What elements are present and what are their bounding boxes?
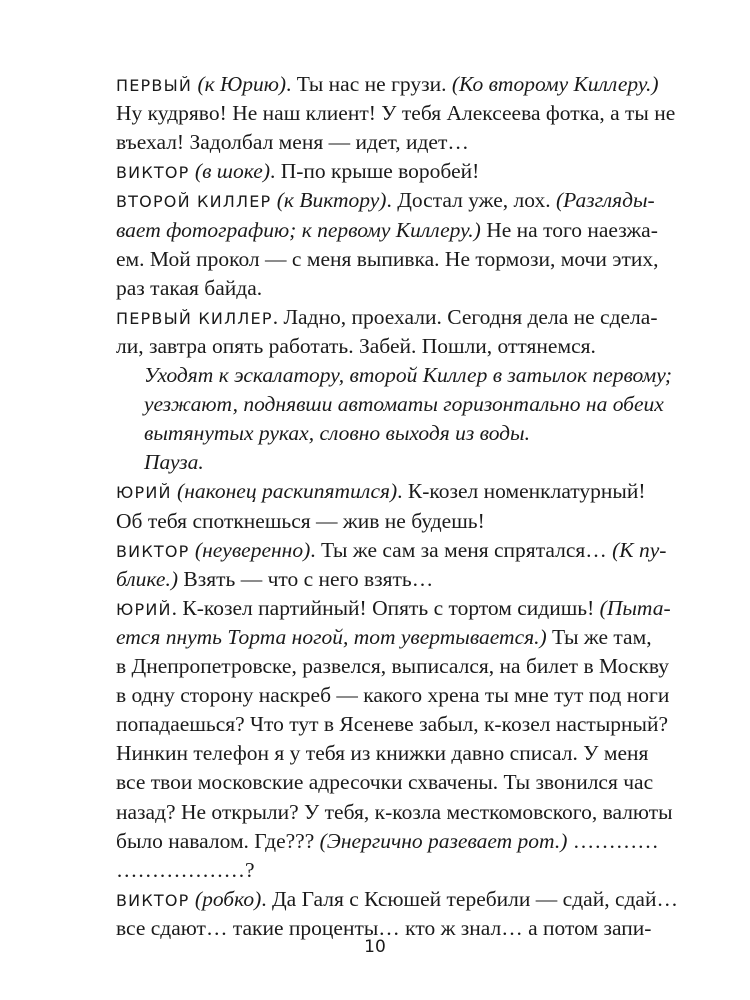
text-line — [116, 128, 469, 156]
italic-remark: (Энергично разевает рот.) — [319, 828, 568, 853]
stage-direction-line — [144, 361, 672, 389]
text-line — [116, 536, 666, 564]
text-line — [116, 507, 485, 535]
italic-remark: вает фотографию; к первому Киллеру.) — [116, 217, 481, 242]
line-text: было навалом. Где??? — [116, 828, 320, 853]
italic-remark: (неуверенно) — [189, 537, 311, 562]
line-text: раз такая байда. — [116, 275, 263, 300]
line-text: Ну кудрявo! Не наш клиент! У тебя Алексеева фотка, а ты не — [116, 101, 676, 126]
stage-direction-line — [144, 419, 530, 447]
italic-remark: Пауза. — [144, 450, 204, 475]
line-text: . К-козел партийный! Опять с тортом сидишь! — [171, 595, 600, 620]
speaker-name: ЮРИЙ — [116, 599, 172, 619]
line-text: Взять — что с него взять… — [178, 566, 434, 591]
italic-remark: ется пнуть Торта ногой, тот увертывается.) — [116, 624, 547, 649]
italic-remark: (Разгляды- — [555, 188, 655, 213]
text-line — [116, 274, 262, 302]
text-line — [116, 303, 658, 331]
text-line — [116, 710, 668, 738]
text-line — [116, 623, 652, 651]
speaker-name: ВИКТОР — [116, 890, 190, 910]
speaker-name: ПЕРВЫЙ — [116, 76, 193, 95]
text-line — [116, 594, 671, 622]
text-line — [116, 99, 675, 127]
line-text: Не на того наезжа- — [480, 217, 658, 242]
speaker-name: ПЕРВЫЙ КИЛЛЕР — [116, 308, 273, 328]
line-text: Об тебя споткнешься — жив не будешь! — [116, 508, 485, 533]
text-line — [116, 70, 659, 98]
stage-direction-line — [144, 448, 204, 476]
line-text: . К-козел номенклатурный! — [397, 479, 646, 504]
text-line — [116, 768, 653, 796]
line-text: . Достал уже, лох. — [386, 188, 556, 213]
line-text: Ты же там, — [546, 624, 652, 649]
line-text: ли, завтра опять работать. Забей. Пошли, оттянемся. — [116, 333, 596, 358]
line-text: . П-по крыше воробей! — [269, 159, 480, 184]
text-line — [116, 565, 433, 593]
line-text: все сдают… такие проценты… кто ж знал… а потом запи- — [116, 915, 652, 940]
italic-remark: блике.) — [116, 566, 179, 591]
line-text: ем. Мой прокол — с меня выпивка. Не тормози, мочи этих, — [116, 246, 659, 271]
speaker-name: ВТОРОЙ КИЛЛЕР — [116, 192, 272, 212]
line-text: ………………? — [116, 857, 255, 882]
text-line — [116, 332, 596, 360]
line-text: в Днепропетровске, развелся, выписался, на билет в Москву — [116, 654, 670, 678]
line-text: . Ты нас не грузи. — [286, 72, 452, 96]
line-text: Нинкин телефон я у тебя из книжки давно списал. У меня — [116, 741, 649, 766]
text-line — [116, 216, 658, 244]
italic-remark: (наконец раскипятился) — [171, 479, 398, 504]
italic-remark: (к Виктору) — [271, 188, 387, 213]
text-line — [116, 798, 673, 826]
line-text: . Ладно, проехали. Сегодня дела не сдела- — [272, 304, 658, 329]
italic-remark: (в шоке) — [189, 159, 270, 184]
text-line — [116, 681, 669, 709]
text-line — [116, 186, 655, 214]
line-text: в одну сторону наскреб — какого хрена ты мне тут под ноги — [116, 683, 670, 708]
italic-remark: вытянутых руках, словно выходя из воды. — [144, 421, 530, 446]
italic-remark: (к Юрию) — [192, 72, 287, 96]
line-text: . Ты же сам за меня спрятался… — [310, 537, 613, 562]
line-text: въехал! Задолбал меня — идет, идет… — [116, 130, 469, 155]
text-line — [116, 885, 678, 913]
text-line — [116, 477, 646, 505]
text-line — [116, 157, 479, 185]
italic-remark: (Ко второму Киллеру.) — [451, 72, 659, 96]
speaker-name: ВИКТОР — [116, 541, 190, 561]
line-text: ………… — [567, 828, 659, 853]
text-line — [116, 652, 669, 680]
line-text: . Да Галя с Ксюшей теребили — сдай, сдай… — [261, 886, 678, 911]
speaker-name: ЮРИЙ — [116, 483, 172, 503]
text-line — [116, 739, 648, 767]
text-line — [116, 245, 659, 273]
italic-remark: Уходят к эскалатору, второй Киллер в затылок первому; — [144, 363, 673, 387]
italic-remark: уезжают, поднявши автоматы горизонтально на обеих — [144, 392, 664, 417]
line-text: попадаешься? Что тут в Ясеневе забыл, к-козел настырный? — [116, 712, 669, 737]
speaker-name: ВИКТОР — [116, 163, 190, 183]
italic-remark: (К пу- — [612, 537, 667, 562]
line-text: все твои московские адресочки схвачены. Ты звонился час — [116, 770, 654, 795]
text-line — [116, 856, 255, 884]
line-text: назад? Не открыли? У тебя, к-козла месткомовского, валюты — [116, 799, 673, 824]
italic-remark: (робко) — [189, 886, 262, 911]
page-number: 10 — [364, 937, 386, 957]
text-line — [116, 827, 659, 855]
stage-direction-line — [144, 390, 664, 418]
italic-remark: (Пыта- — [599, 595, 671, 620]
